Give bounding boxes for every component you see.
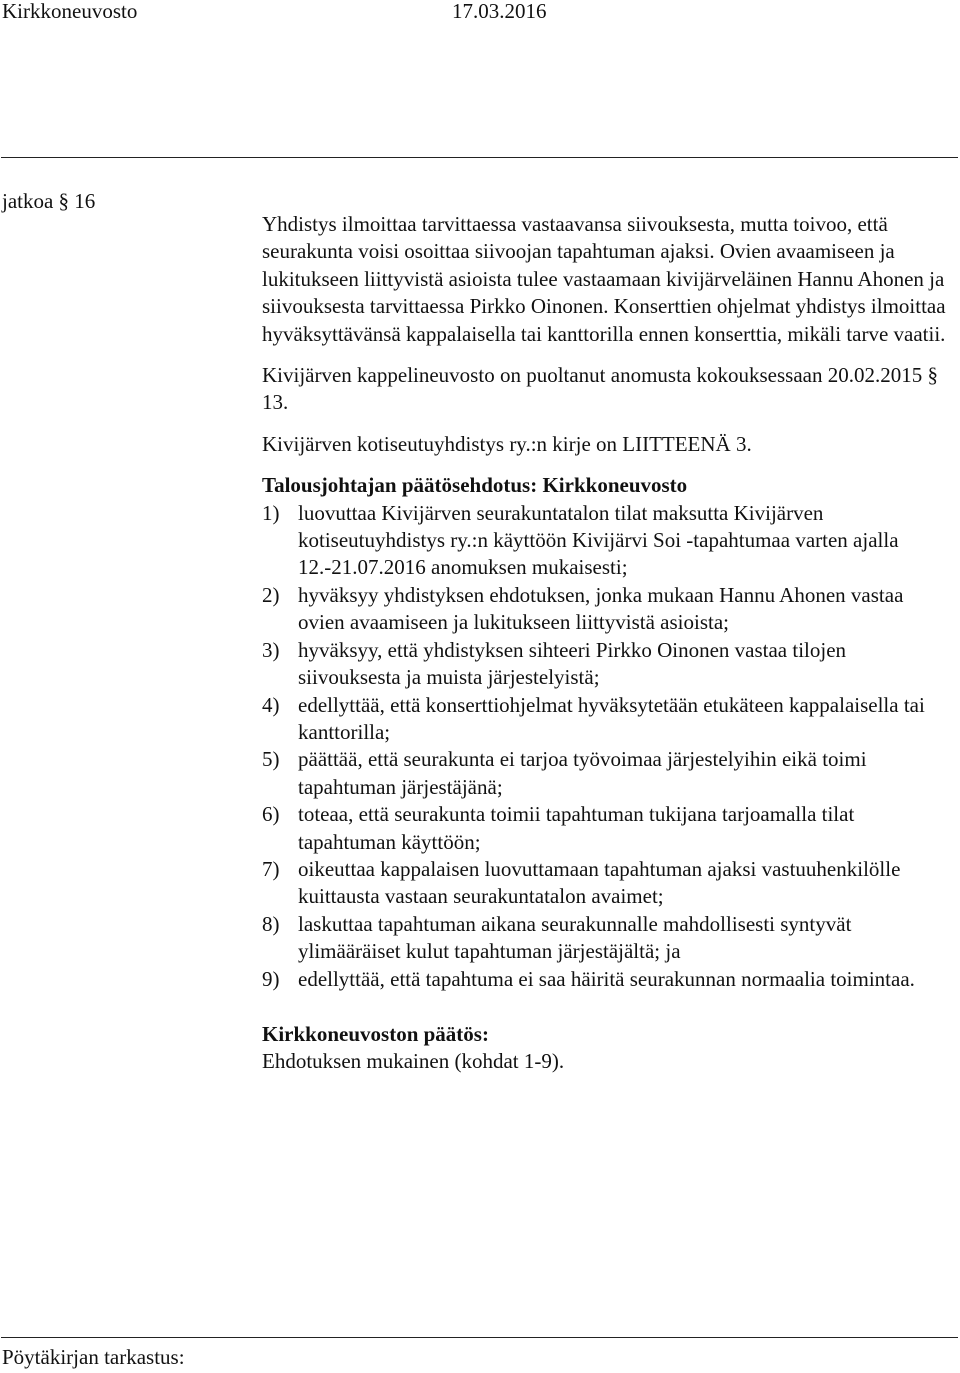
item-number: 7) (262, 856, 280, 881)
item-number: 6) (262, 802, 280, 827)
item-text: päättää, että seurakunta ei tarjoa työvoimaa järjestelyihin eikä toimi tapahtuman järjestäjänä; (298, 747, 867, 799)
proposal-item (262, 746, 952, 801)
item-number: 1) (262, 500, 280, 525)
item-number: 4) (262, 692, 280, 717)
proposal-item (262, 911, 952, 966)
proposal-item (262, 856, 952, 911)
proposal-heading: Talousjohtajan päätösehdotus: Kirkkoneuvosto (262, 473, 688, 498)
footer-divider (1, 1337, 958, 1338)
paragraph-cleaning: Yhdistys ilmoittaa tarvittaessa vastaavansa siivouksesta, mutta toivoo, että seurakunta voisi osoittaa siivoojan tapahtuman ajaksi. Ovien avaamiseen ja lukitukseen liittyvistä asioista tulee vastaamaan kivijärveläinen Hannu Ahonen ja siivouksesta tarvittaessa Pirkko Oinonen. Konserttien ohjelmat yhdistys ilmoittaa hyväksyttävänsä kappalaisella tai kanttorilla ennen konserttia, mikäli tarve vaatii. (262, 212, 946, 346)
header-divider (1, 157, 958, 158)
item-text: edellyttää, että konserttiohjelmat hyväksytetään etukäteen kappalaisella tai kanttorilla; (298, 692, 925, 744)
item-text: hyväksyy, että yhdistyksen sihteeri Pirkko Oinonen vastaa tilojen siivouksesta ja muista järjestelyistä; (298, 637, 847, 690)
proposal-list (262, 500, 952, 993)
proposal-item (262, 500, 952, 582)
decision-text: Ehdotuksen mukainen (kohdat 1-9). (262, 1049, 565, 1074)
item-number: 3) (262, 637, 280, 662)
item-text: oikeuttaa kappalaisen luovuttamaan tapahtuman ajaksi vastuuhenkilölle kuittausta vastaan seurakuntatalon avaimet; (298, 856, 901, 909)
paragraph-chapel-council: Kivijärven kappelineuvosto on puoltanut anomusta kokouksessaan 20.02.2015 § 13. (262, 363, 938, 415)
item-text: hyväksyy yhdistyksen ehdotuksen, jonka mukaan Hannu Ahonen vastaa ovien avaamiseen ja lukitukseen liittyvistä asioista; (298, 582, 904, 635)
item-number: 5) (262, 747, 280, 772)
proposal-item (262, 582, 952, 637)
item-number: 8) (262, 911, 280, 936)
minutes-body (262, 211, 952, 1076)
proposal-item (262, 801, 952, 856)
item-text: edellyttää, että tapahtuma ei saa häiritä seurakunnan normaalia toimintaa. (298, 966, 915, 991)
page-header (0, 0, 960, 40)
proposal-item (262, 692, 952, 747)
item-text: toteaa, että seurakunta toimii tapahtuman tukijana tarjoamalla tilat tapahtuman käyttöön; (298, 802, 855, 854)
item-number: 2) (262, 582, 280, 607)
review-label: Pöytäkirjan tarkastus: (2, 1345, 185, 1369)
item-number: 9) (262, 966, 280, 991)
item-text: laskuttaa tapahtuman aikana seurakunnalle mahdollisesti syntyvät ylimääräiset kulut tapahtuman järjestäjältä; ja (298, 911, 852, 964)
continuation-label: jatkoa § 16 (2, 189, 96, 213)
proposal-item (262, 637, 952, 692)
proposal-item (262, 966, 952, 993)
meeting-date: 17.03.2016 (452, 0, 547, 23)
item-text: luovuttaa Kivijärven seurakuntatalon tilat maksutta Kivijärven kotiseutuyhdistys ry.:n käyttöön Kivijärvi Soi -tapahtumaa varten ajalla 12.-21.07.2016 anomuksen mukaisesti; (298, 500, 899, 580)
document-title: Kirkkoneuvosto (2, 0, 138, 23)
decision-heading: Kirkkoneuvoston päätös: (262, 1021, 489, 1046)
paragraph-attachment: Kivijärven kotiseutuyhdistys ry.:n kirje on LIITTEENÄ 3. (262, 431, 752, 456)
